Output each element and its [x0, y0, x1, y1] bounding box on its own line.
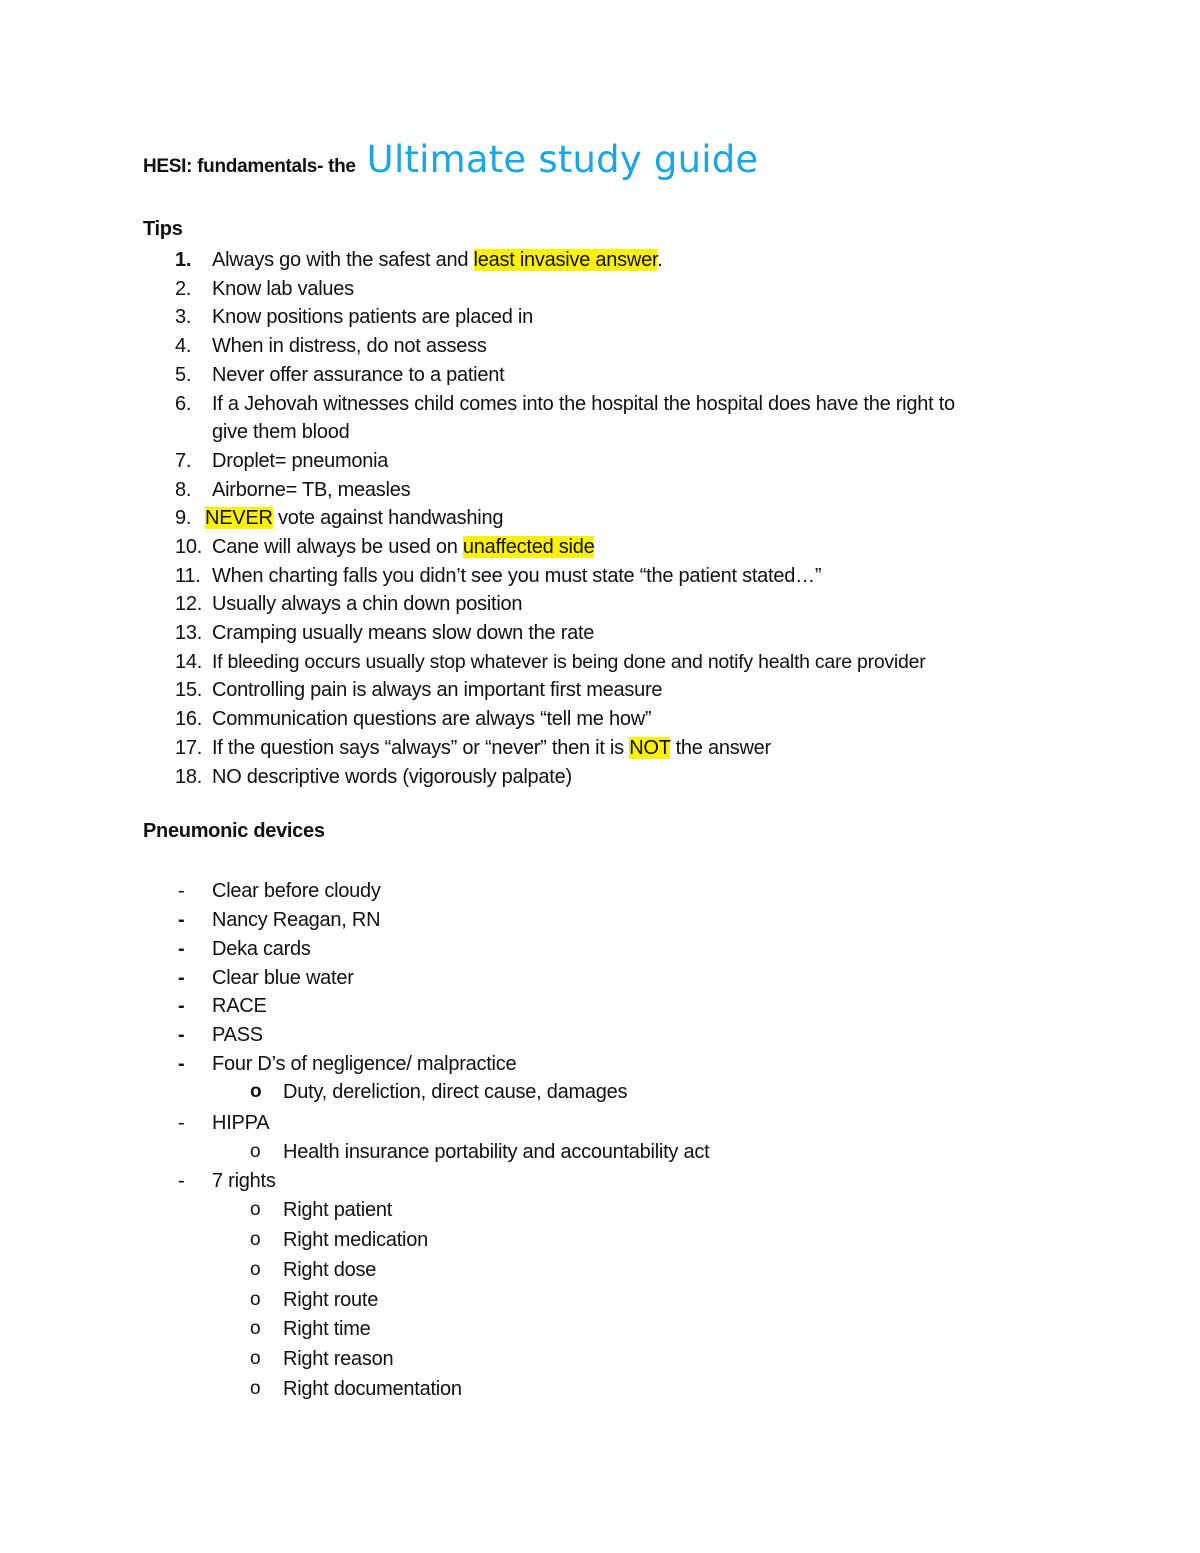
list-item-text: Nancy Reagan, RN: [212, 909, 381, 931]
circle-bullet: o: [250, 1199, 261, 1220]
tip-number: 6.: [175, 393, 192, 415]
pneumonic-heading: Pneumonic devices: [143, 820, 325, 842]
sub-item-text: Right time: [283, 1318, 371, 1340]
tip-number: 14.: [175, 651, 203, 673]
title-prefix: HESI: fundamentals- the: [143, 156, 361, 177]
dash-bullet: -: [178, 967, 185, 989]
tip-number: 5.: [175, 364, 192, 386]
sub-item-text: Health insurance portability and accountability act: [283, 1141, 710, 1163]
circle-bullet: o: [250, 1081, 262, 1102]
sub-item-text: Right medication: [283, 1229, 428, 1251]
list-item-text: 7 rights: [212, 1170, 276, 1192]
tip-text: If the question says “always” or “never” then it is NOT the answer: [212, 737, 771, 759]
dash-bullet: -: [178, 995, 185, 1017]
tip-text: Usually always a chin down position: [212, 593, 523, 615]
list-item-text: Clear before cloudy: [212, 880, 381, 902]
tip-number: 1.: [175, 249, 192, 271]
tip-text: NEVER vote against handwashing: [205, 507, 504, 529]
tip-text: Droplet= pneumonia: [212, 450, 389, 472]
tip-text: Know positions patients are placed in: [212, 306, 533, 328]
circle-bullet: o: [250, 1378, 261, 1399]
highlight: unaffected side: [462, 536, 595, 558]
document-title: [143, 138, 758, 181]
circle-bullet: o: [250, 1229, 261, 1250]
tip-number: 12.: [175, 593, 203, 615]
list-item-text: Four D’s of negligence/ malpractice: [212, 1053, 517, 1075]
tip-number: 7.: [175, 450, 192, 472]
tip-text: When charting falls you didn’t see you must state “the patient stated…”: [212, 565, 822, 587]
dash-bullet: -: [178, 1024, 185, 1046]
sub-item-text: Right route: [283, 1289, 379, 1311]
tip-number: 16.: [175, 708, 203, 730]
tip-number: 9.: [175, 507, 192, 529]
tip-text: Cramping usually means slow down the rate: [212, 622, 595, 644]
tip-number: 11.: [175, 565, 201, 587]
tip-text: Communication questions are always “tell me how”: [212, 708, 652, 730]
tip-text: Know lab values: [212, 278, 354, 300]
tip-text: If a Jehovah witnesses child comes into the hospital the hospital does have the right to: [212, 393, 955, 415]
list-item-text: Clear blue water: [212, 967, 354, 989]
circle-bullet: o: [250, 1259, 261, 1280]
tip-text: Never offer assurance to a patient: [212, 364, 505, 386]
highlight: NEVER: [205, 507, 273, 529]
circle-bullet: o: [250, 1141, 261, 1162]
tip-number: 4.: [175, 335, 192, 357]
tip-number: 10.: [175, 536, 203, 558]
tip-text: NO descriptive words (vigorously palpate): [212, 766, 572, 788]
tip-number: 17.: [175, 737, 203, 759]
dash-bullet: -: [178, 1112, 185, 1134]
tip-text: When in distress, do not assess: [212, 335, 487, 357]
tip-number: 18.: [175, 766, 203, 788]
dash-bullet: -: [178, 1170, 185, 1192]
dash-bullet: -: [178, 909, 185, 931]
tip-number: 2.: [175, 278, 192, 300]
list-item-text: Deka cards: [212, 938, 311, 960]
tip-text: Controlling pain is always an important first measure: [212, 679, 663, 701]
title-accent: Ultimate study guide: [366, 138, 759, 181]
tip-text: If bleeding occurs usually stop whatever is being done and notify health care provider: [212, 651, 926, 673]
list-item-text: RACE: [212, 995, 267, 1017]
highlight: NOT: [629, 737, 671, 759]
tip-number: 3.: [175, 306, 192, 328]
dash-bullet: -: [178, 1053, 185, 1075]
tips-heading: Tips: [143, 218, 183, 240]
tip-text: give them blood: [212, 421, 350, 443]
tip-text: Airborne= TB, measles: [212, 479, 411, 501]
sub-item-text: Right patient: [283, 1199, 393, 1221]
list-item-text: PASS: [212, 1024, 263, 1046]
sub-item-text: Right reason: [283, 1348, 394, 1370]
list-item-text: HIPPA: [212, 1112, 270, 1134]
tip-number: 8.: [175, 479, 192, 501]
dash-bullet: -: [178, 938, 185, 960]
dash-bullet: -: [178, 880, 185, 902]
tip-number: 15.: [175, 679, 203, 701]
circle-bullet: o: [250, 1318, 261, 1339]
circle-bullet: o: [250, 1289, 261, 1310]
tip-text: Cane will always be used on unaffected side: [212, 536, 595, 558]
sub-item-text: Right documentation: [283, 1378, 462, 1400]
tip-text: Always go with the safest and least invasive answer.: [212, 249, 663, 271]
sub-item-text: Duty, dereliction, direct cause, damages: [283, 1081, 628, 1103]
tip-number: 13.: [175, 622, 203, 644]
sub-item-text: Right dose: [283, 1259, 377, 1281]
circle-bullet: o: [250, 1348, 261, 1369]
highlight: least invasive answer: [473, 249, 658, 271]
